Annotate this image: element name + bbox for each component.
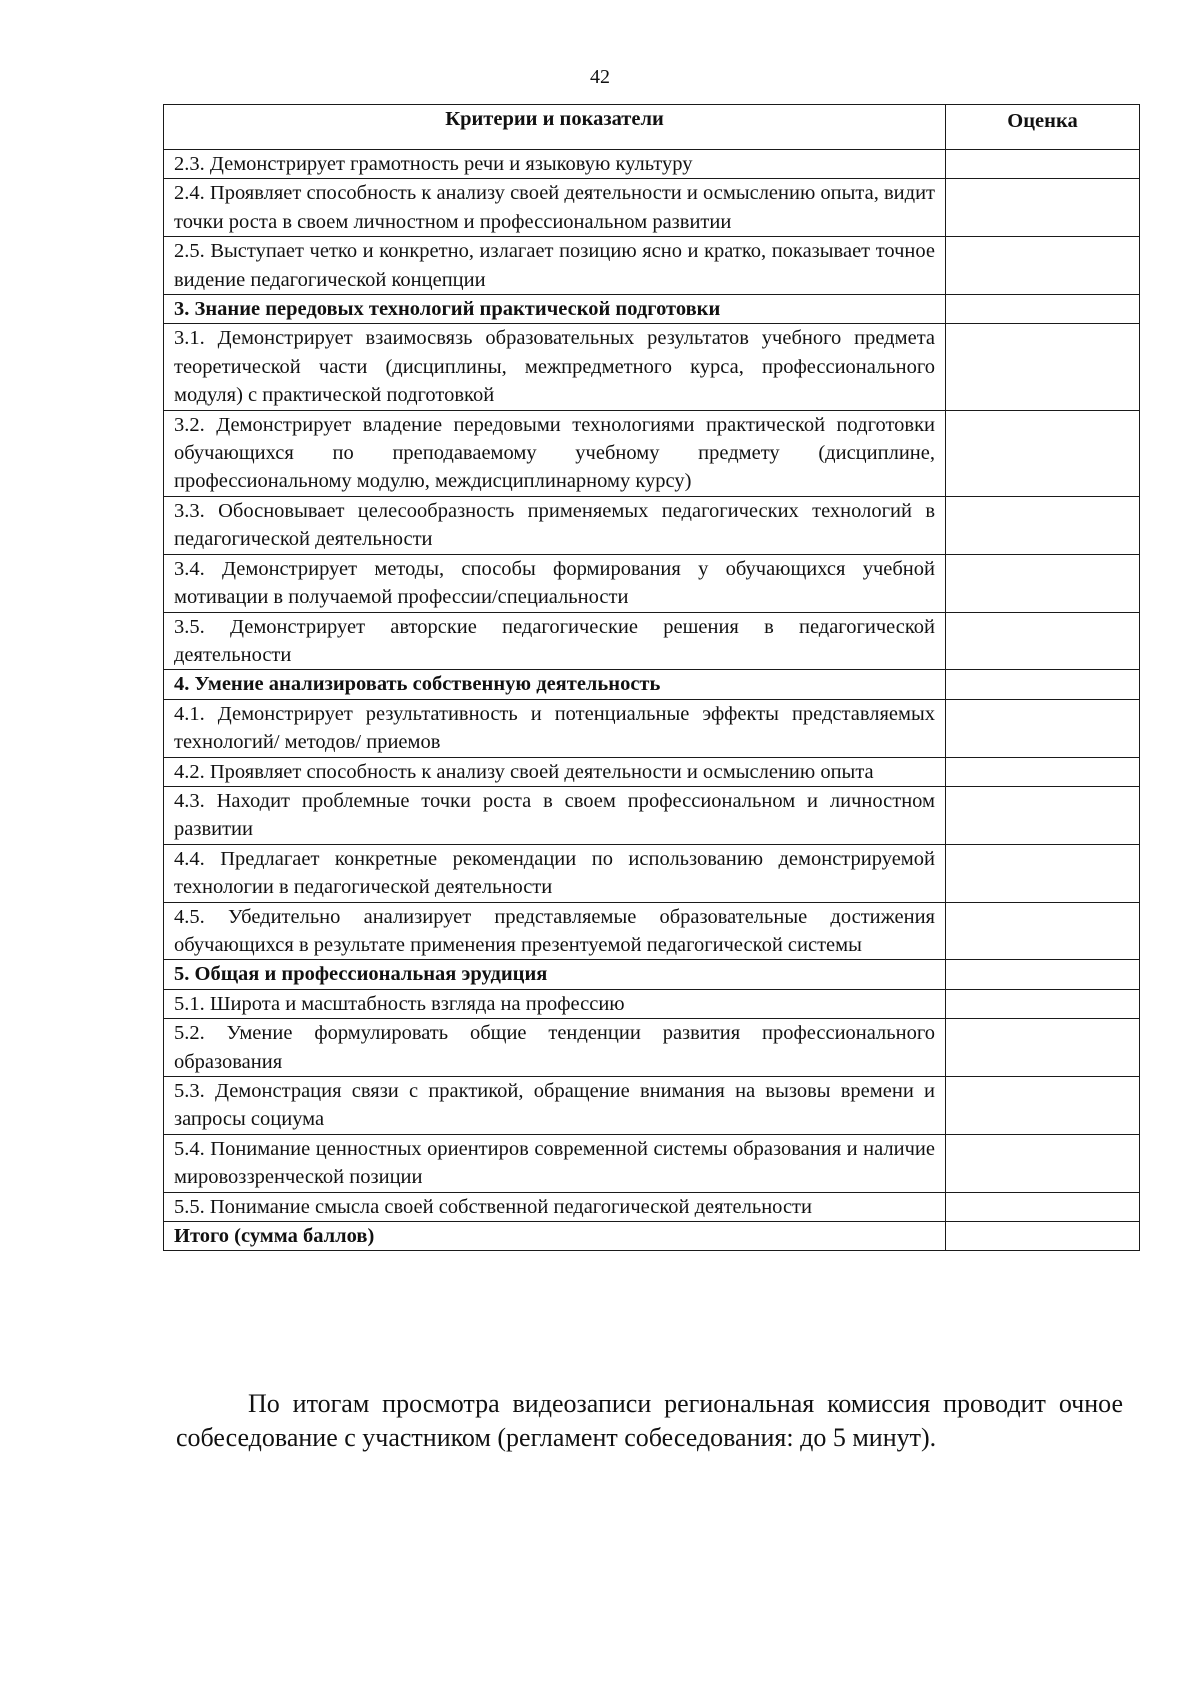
criterion-row [164, 410, 1140, 496]
criterion-text: 2.5. Выступает четко и конкретно, излагает позицию ясно и кратко, показывает точное видение педагогической концепции [164, 237, 946, 295]
criterion-text: 4.4. Предлагает конкретные рекомендации по использованию демонстрируемой технологии в педагогической деятельности [164, 844, 946, 902]
criterion-row [164, 699, 1140, 757]
criterion-text: 3.4. Демонстрирует методы, способы формирования у обучающихся учебной мотивации в получаемой профессии/специальности [164, 554, 946, 612]
criterion-row [164, 786, 1140, 844]
criterion-text: 2.3. Демонстрирует грамотность речи и языковую культуру [164, 150, 946, 179]
criterion-text: 3.5. Демонстрирует авторские педагогические решения в педагогической деятельности [164, 612, 946, 670]
criterion-text: 4.2. Проявляет способность к анализу своей деятельности и осмыслению опыта [164, 757, 946, 786]
criteria-table [163, 104, 1140, 1251]
criterion-text: 5.4. Понимание ценностных ориентиров современной системы образования и наличие мировоззренческой позиции [164, 1134, 946, 1192]
criterion-text: 2.4. Проявляет способность к анализу своей деятельности и осмыслению опыта, видит точки роста в своем личностном и профессиональном развитии [164, 179, 946, 237]
section-title: 5. Общая и профессиональная эрудиция [164, 960, 946, 989]
score-cell [946, 786, 1140, 844]
table-header-row [164, 105, 1140, 150]
criterion-text: 3.2. Демонстрирует владение передовыми технологиями практической подготовки обучающихся по преподаваемому учебному предмету (дисциплине, профессиональному модулю, междисциплинарному курсу) [164, 410, 946, 496]
criterion-text: 5.1. Широта и масштабность взгляда на профессию [164, 989, 946, 1018]
score-cell [946, 324, 1140, 410]
criterion-row [164, 1019, 1140, 1077]
score-cell [946, 902, 1140, 960]
section-row [164, 295, 1140, 324]
criterion-row [164, 757, 1140, 786]
score-cell [946, 844, 1140, 902]
score-cell [946, 1192, 1140, 1221]
section-row [164, 670, 1140, 699]
score-cell [946, 496, 1140, 554]
score-column-header: Оценка [946, 105, 1140, 150]
criterion-row [164, 1192, 1140, 1221]
criterion-text: 5.3. Демонстрация связи с практикой, обращение внимания на вызовы времени и запросы социума [164, 1077, 946, 1135]
page-number: 42 [590, 66, 610, 88]
score-cell [946, 1222, 1140, 1251]
criterion-row [164, 989, 1140, 1018]
score-cell [946, 989, 1140, 1018]
criterion-row [164, 179, 1140, 237]
section-row [164, 960, 1140, 989]
section-title: Итого (сумма баллов) [164, 1222, 946, 1251]
section-title: 3. Знание передовых технологий практической подготовки [164, 295, 946, 324]
criterion-row [164, 1077, 1140, 1135]
score-cell [946, 612, 1140, 670]
criterion-text: 4.5. Убедительно анализирует представляемые образовательные достижения обучающихся в результате применения презентуемой педагогической системы [164, 902, 946, 960]
criterion-text: 4.1. Демонстрирует результативность и потенциальные эффекты представляемых технологий/ методов/ приемов [164, 699, 946, 757]
score-cell [946, 1134, 1140, 1192]
score-cell [946, 554, 1140, 612]
score-cell [946, 670, 1140, 699]
section-row [164, 1222, 1140, 1251]
interview-note: По итогам просмотра видеозаписи региональная комиссия проводит очное собеседование с участником (регламент собеседования: до 5 минут). [176, 1389, 1123, 1452]
criterion-text: 4.3. Находит проблемные точки роста в своем профессиональном и личностном развитии [164, 786, 946, 844]
criterion-row [164, 150, 1140, 179]
criterion-row [164, 1134, 1140, 1192]
score-cell [946, 1019, 1140, 1077]
score-cell [946, 757, 1140, 786]
criterion-text: 3.3. Обосновывает целесообразность применяемых педагогических технологий в педагогической деятельности [164, 496, 946, 554]
criterion-row [164, 844, 1140, 902]
criterion-row [164, 324, 1140, 410]
criterion-row [164, 612, 1140, 670]
score-cell [946, 179, 1140, 237]
criterion-text: 5.2. Умение формулировать общие тенденции развития профессионального образования [164, 1019, 946, 1077]
criterion-text: 3.1. Демонстрирует взаимосвязь образовательных результатов учебного предмета теоретической части (дисциплины, межпредметного курса, профессионального модуля) с практической подготовкой [164, 324, 946, 410]
score-cell [946, 150, 1140, 179]
score-cell [946, 699, 1140, 757]
criterion-row [164, 554, 1140, 612]
criterion-row [164, 902, 1140, 960]
score-cell [946, 410, 1140, 496]
score-cell [946, 295, 1140, 324]
score-cell [946, 237, 1140, 295]
section-title: 4. Умение анализировать собственную деятельность [164, 670, 946, 699]
criterion-text: 5.5. Понимание смысла своей собственной педагогической деятельности [164, 1192, 946, 1221]
criterion-row [164, 496, 1140, 554]
criteria-column-header: Критерии и показатели [164, 105, 946, 150]
score-cell [946, 1077, 1140, 1135]
score-cell [946, 960, 1140, 989]
criterion-row [164, 237, 1140, 295]
